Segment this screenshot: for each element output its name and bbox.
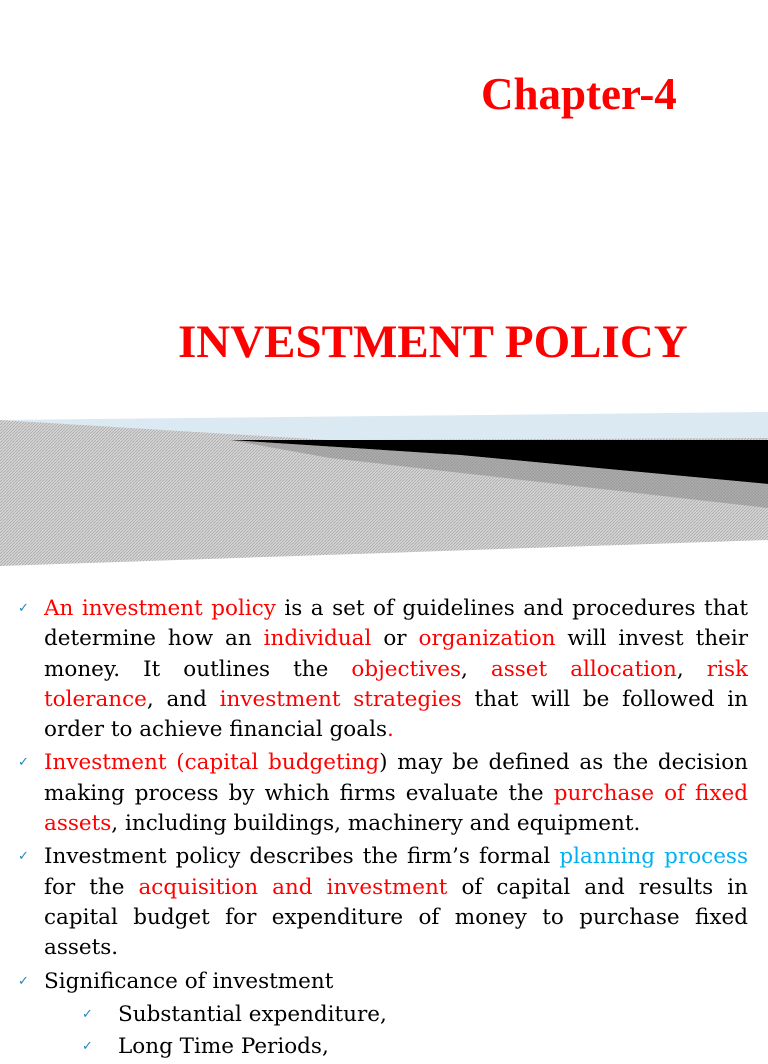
red-period: . [386,717,394,743]
checkmark-icon: ✓ [82,1039,93,1055]
term-asset-allocation: asset allocation [490,656,677,682]
bullet-planning-process [18,842,748,963]
bullet-investment-policy-definition [18,594,748,745]
bullet-text: is a set of guidelines and procedures that determine how an [44,596,748,652]
bullet-text: of capital and results in capital budget for expenditure of money to purchase fixed assets. [44,874,748,961]
term-objectives: objectives [351,656,461,682]
checkmark-icon: ✓ [82,1006,93,1022]
sub-bullet-long-time-periods [18,1032,748,1062]
sub-bullet-text: Substantial expenditure, [118,1001,387,1027]
bullet-text: will invest their money. It outlines the [44,626,748,682]
term-investment-strategies: investment strategies [219,686,462,712]
bullet-text: that will be followed in order to achieve financial goals [44,686,748,743]
sub-bullet-substantial-expenditure [18,1000,748,1030]
bullet-text: Significance of investment [44,968,334,994]
decorative-banner [0,380,768,570]
bullet-text: , [676,656,707,682]
term-risk-tolerance: risk tolerance [44,656,749,712]
term-capital-budgeting: Investment (capital budgeting [44,750,380,776]
bullet-text: for the [44,874,139,900]
bullet-list [18,594,748,1064]
checkmark-icon: ✓ [18,849,29,865]
term-investment-policy: An investment policy [44,596,276,621]
bullet-capital-budgeting [18,748,748,839]
bullet-text: Investment policy describes the firm’s formal [44,844,560,870]
term-purchase-fixed-assets: purchase of fixed assets [44,780,748,837]
term-planning-process: planning process [559,844,748,870]
bullet-text: , and [146,686,220,712]
term-acquisition-investment: acquisition and investment [138,874,448,900]
bullet-text: or [371,626,419,652]
checkmark-icon: ✓ [18,973,29,989]
chapter-heading: Chapter-4 [481,69,677,119]
checkmark-icon: ✓ [18,601,29,616]
term-individual: individual [263,626,372,652]
sub-bullet-text: Long Time Periods, [118,1034,329,1060]
term-organization: organization [418,626,556,652]
bullet-significance [18,967,748,997]
checkmark-icon: ✓ [18,755,29,771]
bullet-text: , [460,656,491,682]
bullet-text: , including buildings, machinery and equipment. [111,811,641,837]
slide-title: INVESTMENT POLICY [178,316,688,368]
bullet-text: ) may be defined as the decision making process by which firms evaluate the [44,750,748,806]
